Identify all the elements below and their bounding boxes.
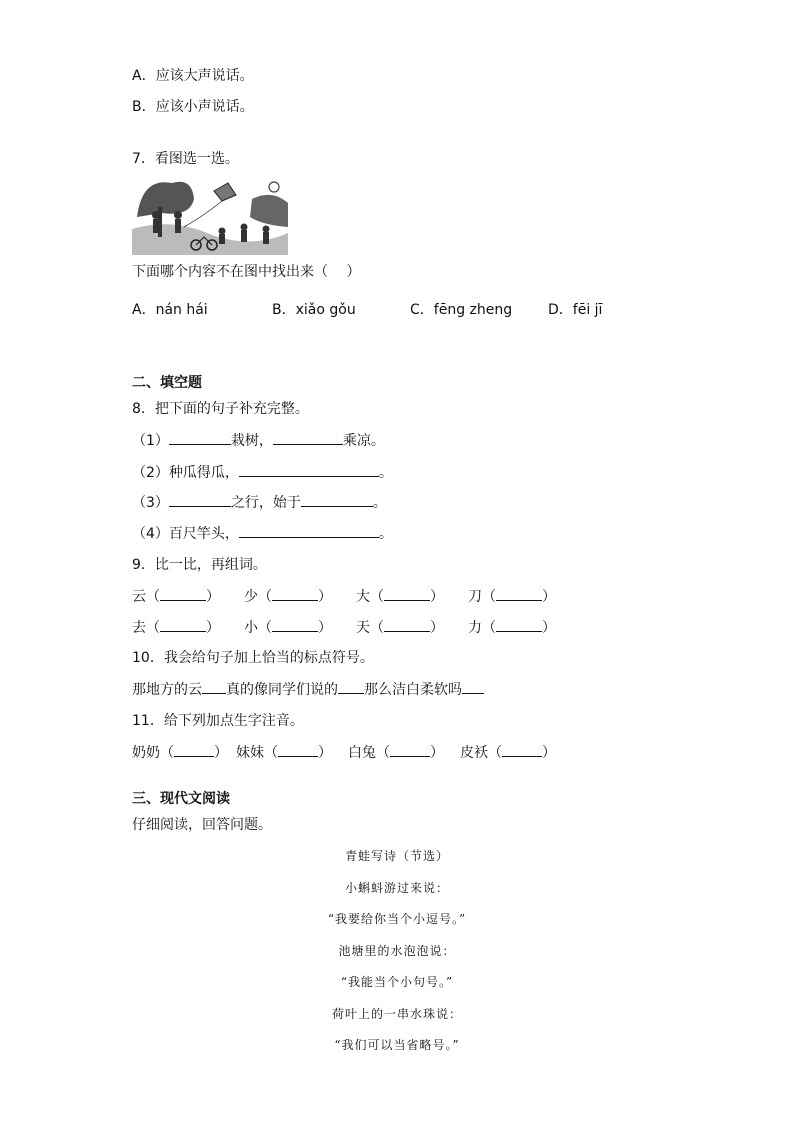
answer-blank[interactable] — [272, 617, 318, 632]
poem-line: 小蝌蚪游过来说： — [344, 881, 449, 895]
answer-blank[interactable] — [174, 742, 214, 757]
park-kite-illustration — [132, 177, 288, 255]
answer-blank[interactable] — [384, 617, 430, 632]
answer-blank[interactable] — [338, 679, 364, 694]
question-8-item-1: （1） 栽树， 乘凉。 — [132, 430, 385, 451]
question-10-sentence: 那地方的云 真的像同学们说的 那么洁白柔软吗 — [132, 679, 484, 700]
section-2-heading: 二、填空题 — [132, 375, 202, 391]
question-8-item-2: （2）种瓜得瓜， 。 — [132, 462, 393, 483]
reading-instruction: 仔细阅读，回答问题。 — [132, 817, 272, 833]
poem-title: 青蛙写诗（节选） — [344, 849, 449, 863]
poem-line: 荷叶上的一串水珠说： — [331, 1007, 462, 1021]
answer-blank[interactable] — [239, 523, 379, 538]
question-9-title: 9．比一比，再组词。 — [132, 557, 267, 573]
option-c: C．fēng zheng — [410, 302, 513, 318]
section-3-heading: 三、现代文阅读 — [132, 791, 230, 807]
option-a: A．应该大声说话。 — [132, 68, 254, 84]
option-a: A．nán hái — [132, 302, 208, 318]
answer-blank[interactable] — [239, 462, 379, 477]
question-10-title: 10．我会给句子加上恰当的标点符号。 — [132, 650, 374, 666]
poem-line: 池塘里的水泡泡说： — [338, 944, 456, 958]
answer-blank[interactable] — [272, 586, 318, 601]
poem-line: “我们可以当省略号。” — [334, 1038, 460, 1052]
answer-blank[interactable] — [496, 617, 542, 632]
answer-blank[interactable] — [390, 742, 430, 757]
option-d: D．fēi jī — [548, 302, 603, 318]
poem-line: “我要给你当个小逗号。” — [327, 912, 467, 926]
question-8-title: 8．把下面的句子补充完整。 — [132, 401, 309, 417]
poem-line: “我能当个小句号。” — [340, 975, 454, 989]
question-7-title: 7．看图选一选。 — [132, 151, 239, 167]
answer-blank[interactable] — [169, 430, 231, 445]
answer-blank[interactable] — [169, 492, 231, 507]
question-11-title: 11．给下列加点生字注音。 — [132, 713, 304, 729]
option-b: B．应该小声说话。 — [132, 99, 254, 115]
answer-blank[interactable] — [160, 617, 206, 632]
answer-blank[interactable] — [502, 742, 542, 757]
question-8-item-4: （4）百尺竿头， 。 — [132, 523, 393, 544]
question-7-prompt: 下面哪个内容不在图中找出来（ ） — [132, 264, 361, 280]
answer-blank[interactable] — [160, 586, 206, 601]
answer-blank[interactable] — [301, 492, 373, 507]
answer-blank[interactable] — [462, 679, 484, 694]
answer-blank[interactable] — [496, 586, 542, 601]
answer-blank[interactable] — [384, 586, 430, 601]
question-8-item-3: （3） 之行，始于 。 — [132, 492, 387, 513]
answer-blank[interactable] — [273, 430, 343, 445]
answer-blank[interactable] — [202, 679, 226, 694]
answer-blank[interactable] — [278, 742, 318, 757]
option-b: B．xiǎo gǒu — [272, 302, 356, 318]
